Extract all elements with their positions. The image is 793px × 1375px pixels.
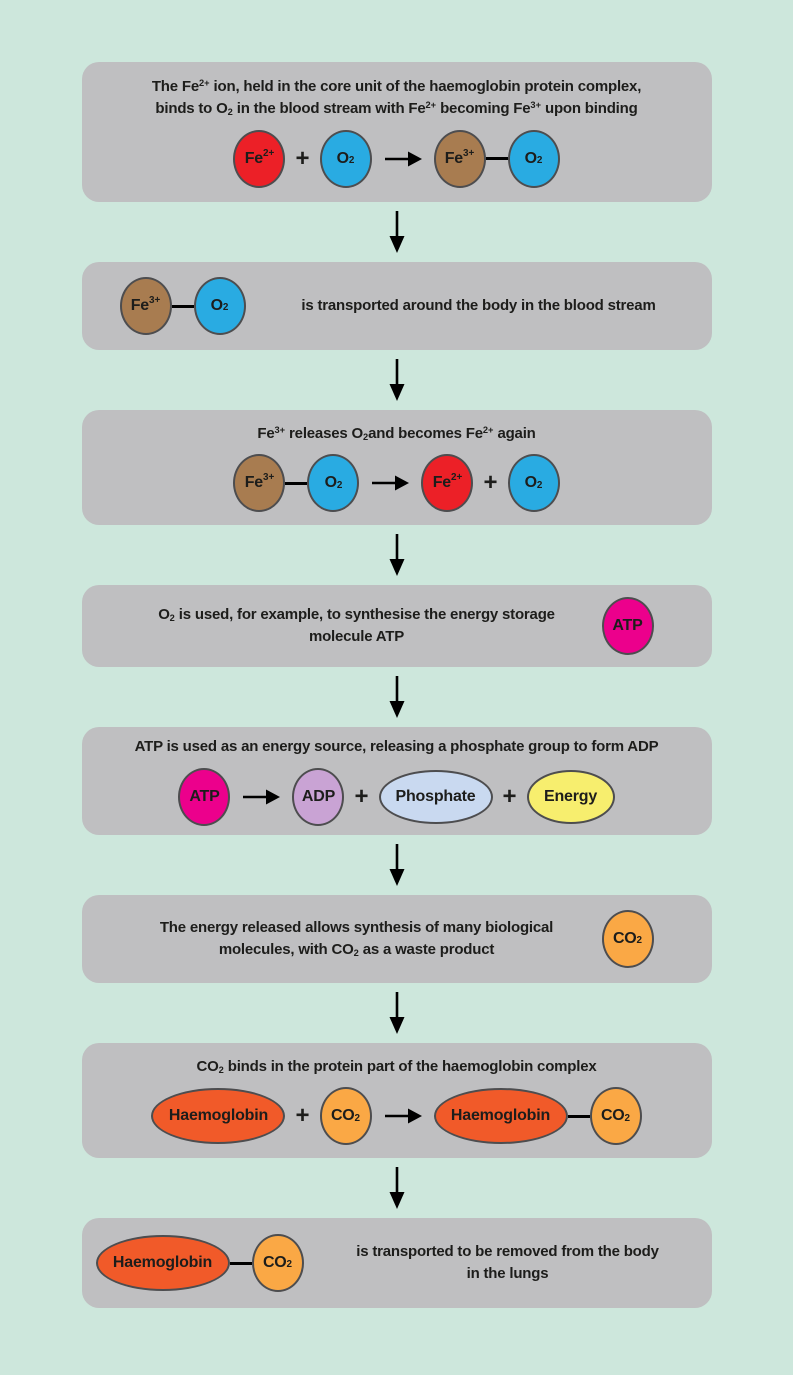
energy-bubble: Energy — [527, 770, 615, 824]
step-release-heading: $Fe^{3+}$ releases $O_2and$ becomes $Fe^{2+}$ again — [257, 424, 536, 442]
chemical-bond — [285, 482, 307, 485]
step-co2-transport-text — [304, 1241, 712, 1285]
co2-bubble: CO $_2$ — [590, 1087, 642, 1145]
co2-transport-row — [82, 1234, 712, 1292]
step-co2-binding-heading: $CO_2$ binds in the protein part of the haemoglobin complex — [196, 1057, 597, 1075]
chemical-bond — [230, 1262, 252, 1265]
chemical-bond — [172, 305, 194, 308]
step-atp-use-box — [82, 727, 712, 835]
down-arrow-icon — [387, 676, 407, 718]
step-co2-waste-line1: The energy released allows synthesis of many biological — [159, 919, 554, 937]
co2-bubble: CO $_2$ — [320, 1087, 372, 1145]
plus-operator: + — [502, 782, 517, 810]
fe3-ion-bubble: Fe $^{3+}$ — [434, 130, 486, 188]
down-arrow-icon — [387, 992, 407, 1034]
flow-connector — [387, 350, 407, 410]
down-arrow-icon — [387, 211, 407, 253]
atp-use-reaction-row — [82, 768, 712, 826]
plus-operator: + — [354, 782, 369, 810]
step-binding-box — [82, 62, 712, 202]
down-arrow-icon — [387, 1167, 407, 1209]
step-co2-transport-line2: in the lungs — [466, 1265, 549, 1282]
chemical-bond — [568, 1115, 590, 1118]
step-co2-transport-box — [82, 1218, 712, 1308]
right-arrow-icon — [384, 150, 422, 168]
release-reaction-row — [82, 454, 712, 512]
haemoglobin-bubble: Haemoglobin — [434, 1088, 568, 1144]
step-co2-waste-box — [82, 895, 712, 983]
flow-connector — [387, 667, 407, 727]
adp-bubble: ADP — [292, 768, 344, 826]
flow-connector — [387, 835, 407, 895]
o2-molecule-bubble: O $_2$ — [194, 277, 246, 335]
step-binding-text-line2: binds to $O_2$ in the blood stream with $Fe^{2+}$ becoming $Fe^{3+}$ upon binding — [155, 100, 638, 118]
o2-molecule-bubble: O $_2$ — [307, 454, 359, 512]
step-binding-text-line1: The $Fe^{2+}$ ion, held in the core unit of the haemoglobin protein complex, — [151, 78, 642, 96]
fe3-ion-bubble: Fe $^{3+}$ — [120, 277, 172, 335]
o2-molecule-bubble: O $_2$ — [508, 130, 560, 188]
plus-operator: + — [295, 1102, 310, 1130]
step-co2-binding-box — [82, 1043, 712, 1158]
step-atp-use-heading: ATP is used as an energy source, releasing a phosphate group to form ADP — [134, 738, 659, 756]
atp-bubble: ATP — [178, 768, 230, 826]
step-atp-synthesis-box — [82, 585, 712, 667]
co2-waste-row — [82, 910, 712, 968]
right-arrow-icon — [371, 474, 409, 492]
o2-molecule-bubble: O $_2$ — [320, 130, 372, 188]
haemoglobin-bubble: Haemoglobin — [96, 1235, 230, 1291]
plus-operator: + — [295, 144, 310, 172]
right-arrow-icon — [384, 1107, 422, 1125]
haemoglobin-bubble: Haemoglobin — [151, 1088, 285, 1144]
co2-bubble: CO $_2$ — [252, 1234, 304, 1292]
flow-connector — [387, 1158, 407, 1218]
phosphate-bubble: Phosphate — [379, 770, 493, 824]
step-co2-transport-line1: is transported to be removed from the body — [356, 1243, 659, 1261]
step-atp-synthesis-line1: $O_2$ is used, for example, to synthesise the energy storage — [158, 606, 555, 624]
step-transport-box — [82, 262, 712, 350]
step-atp-synthesis-line2: molecule ATP — [308, 628, 405, 645]
chemical-bond — [486, 157, 508, 160]
transport-row — [82, 277, 712, 335]
flow-connector — [387, 525, 407, 585]
right-arrow-icon — [242, 788, 280, 806]
co2-bubble: CO $_2$ — [602, 910, 654, 968]
fe2-ion-bubble: Fe $^{2+}$ — [421, 454, 473, 512]
step-transport-text: is transported around the body in the blood stream — [301, 297, 656, 315]
down-arrow-icon — [387, 359, 407, 401]
fe3-ion-bubble: Fe $^{3+}$ — [233, 454, 285, 512]
binding-reaction-row — [82, 130, 712, 188]
step-release-box — [82, 410, 712, 525]
atp-synthesis-row — [82, 597, 712, 655]
fe2-ion-bubble: Fe $^{2+}$ — [233, 130, 285, 188]
flow-connector — [387, 983, 407, 1043]
o2-molecule-bubble: O $_2$ — [508, 454, 560, 512]
co2-binding-reaction-row — [82, 1087, 712, 1145]
down-arrow-icon — [387, 844, 407, 886]
plus-operator: + — [483, 469, 498, 497]
step-atp-synthesis-text — [112, 604, 602, 648]
down-arrow-icon — [387, 534, 407, 576]
flow-connector — [387, 202, 407, 262]
step-co2-waste-line2: molecules, with $CO_2$ as a waste product — [218, 941, 495, 959]
atp-bubble: ATP — [602, 597, 654, 655]
step-co2-waste-text — [112, 917, 602, 961]
